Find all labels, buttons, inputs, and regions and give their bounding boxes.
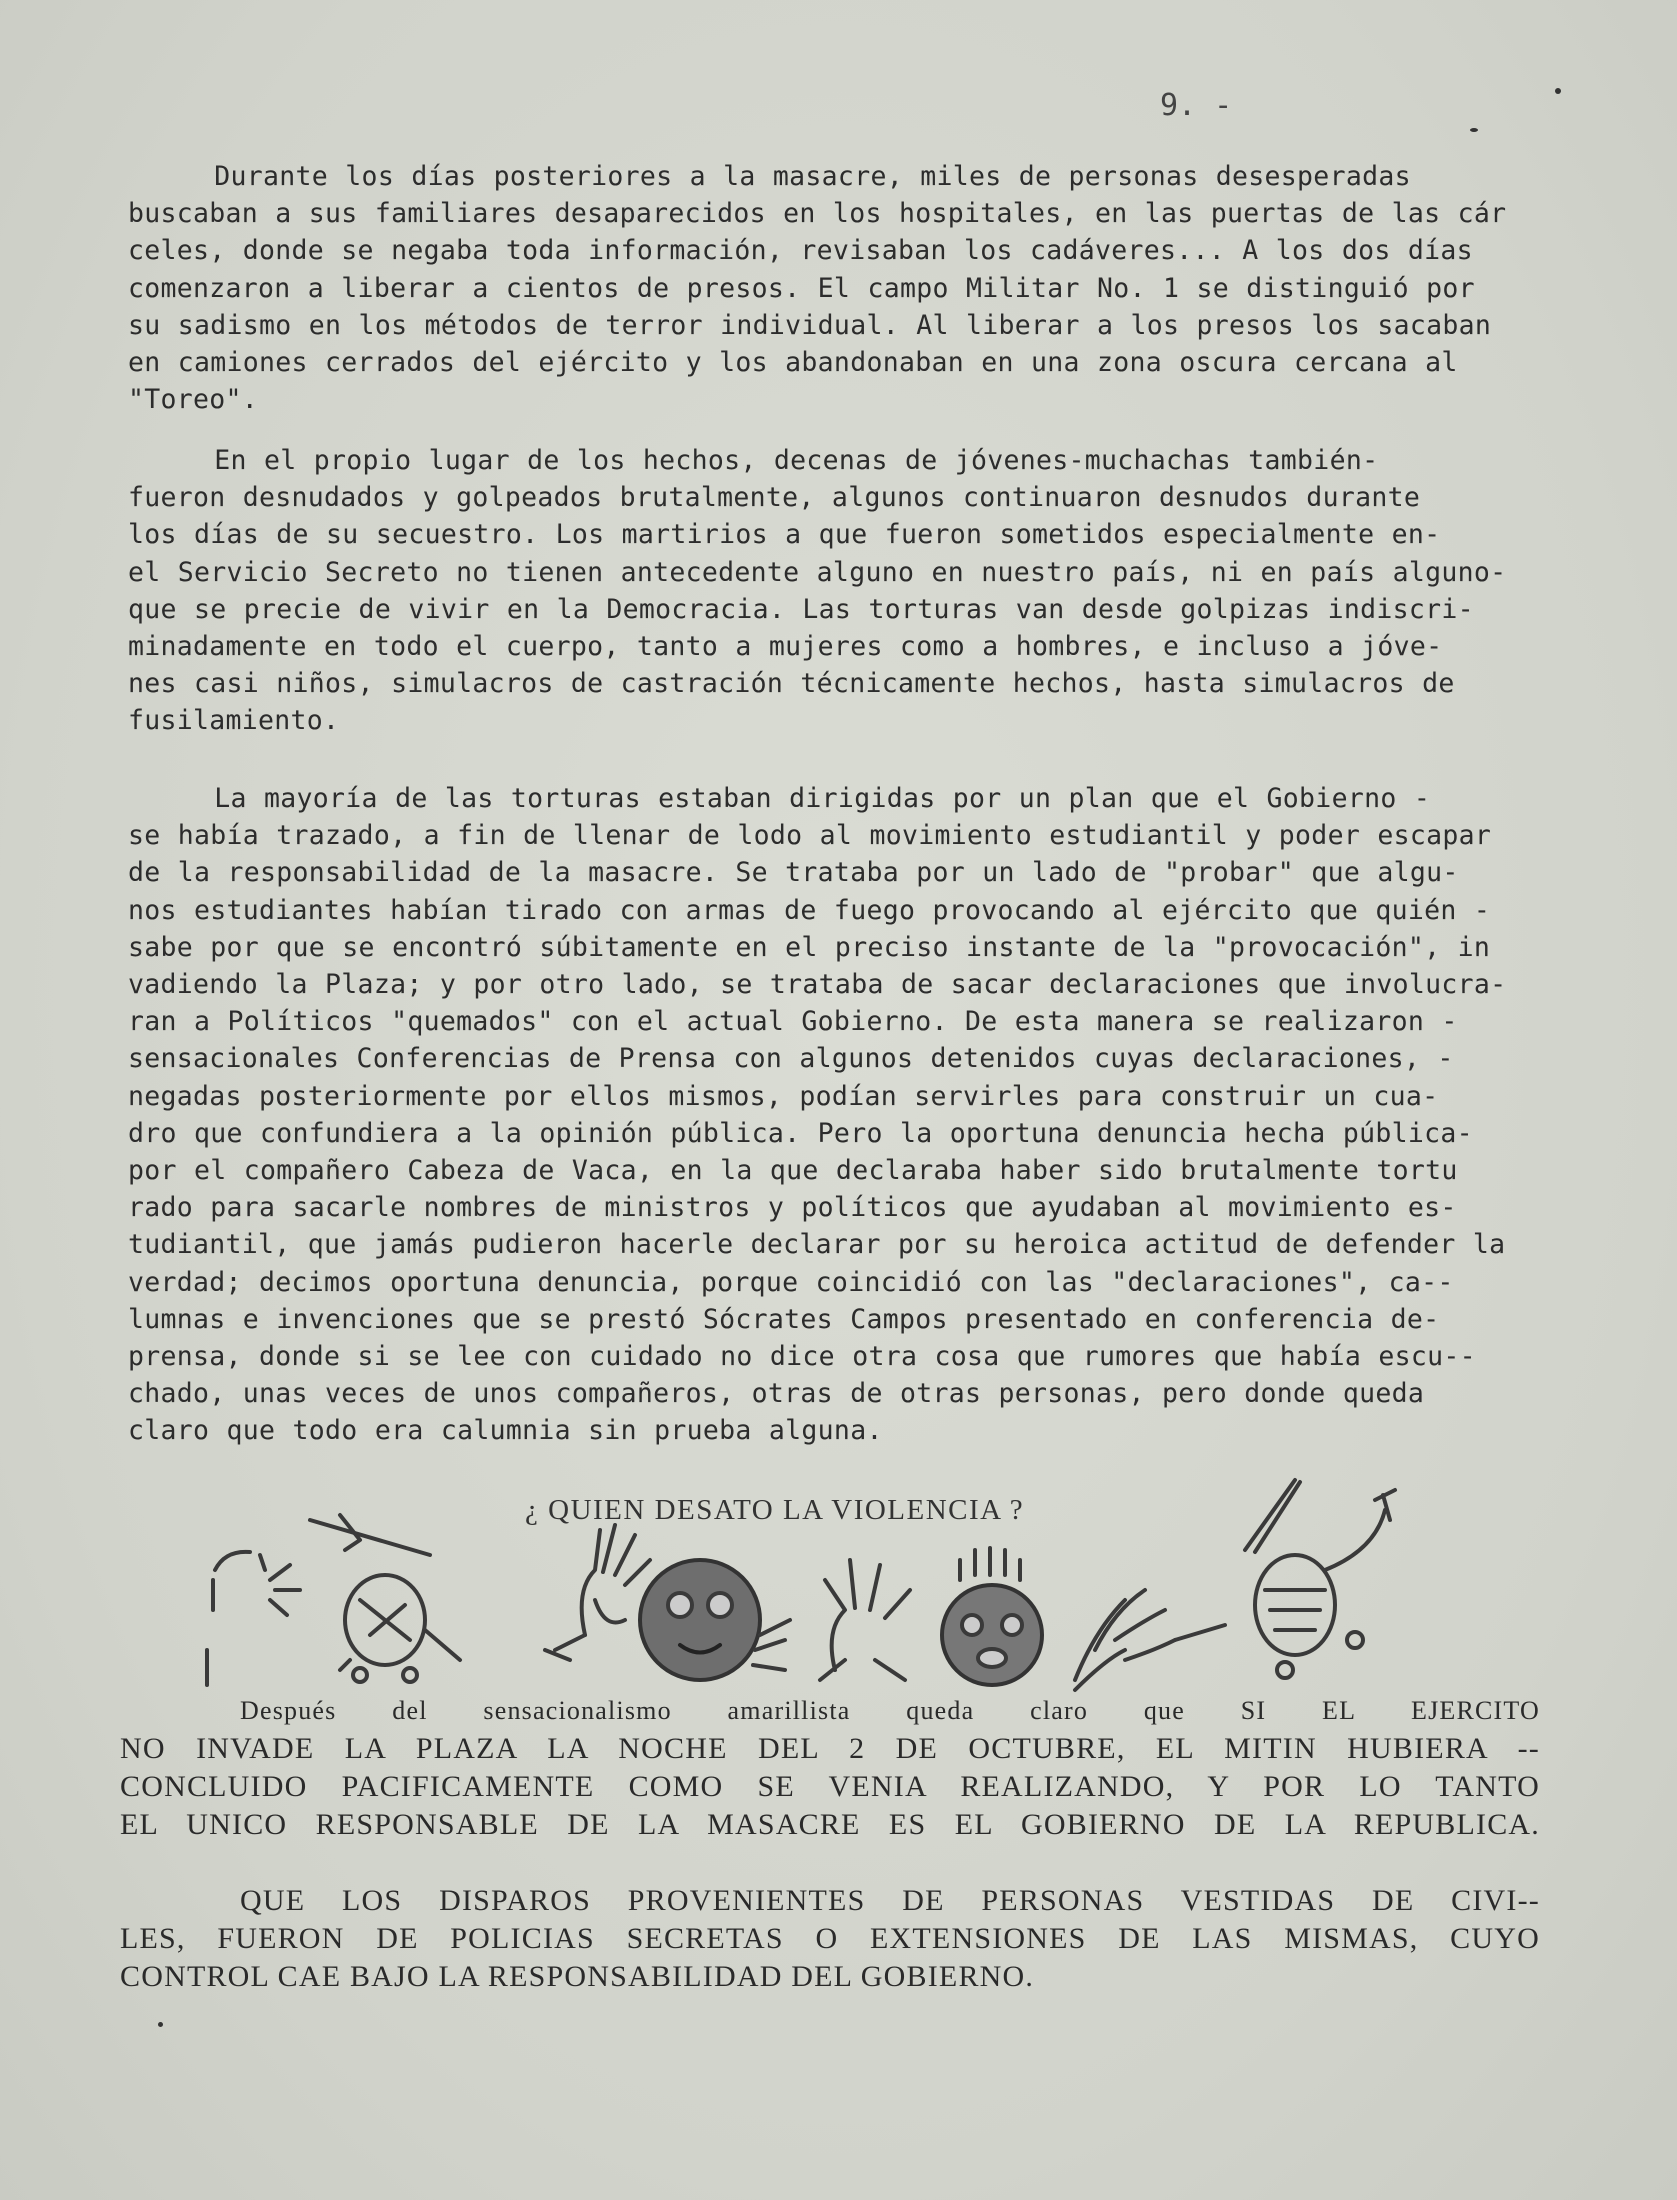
text-line: QUE LOS DISPAROS PROVENIENTES DE PERSONAS VESTIDAS DE CIVI-- (240, 1884, 1540, 1917)
text-line: buscaban a sus familiares desaparecidos en los hospitales, en las puertas de las cár (128, 198, 1507, 230)
text-line: LES, FUERON DE POLICIAS SECRETAS O EXTENSIONES DE LAS MISMAS, CUYO (120, 1922, 1540, 1955)
text-line: rado para sacarle nombres de ministros y políticos que ayudaban al movimiento es- (128, 1192, 1457, 1224)
text-line: celes, donde se negaba toda información, revisaban los cadáveres... A los dos días (128, 235, 1473, 267)
text-line: CONTROL CAE BAJO LA RESPONSABILIDAD DEL GOBIERNO. (120, 1960, 1035, 1993)
text-line: de la responsabilidad de la masacre. Se trataba por un lado de "probar" que algu- (128, 857, 1459, 889)
text-line: se había trazado, a fin de llenar de lodo al movimiento estudiantil y poder escapar (128, 820, 1492, 852)
hand-icon (545, 1525, 650, 1660)
ink-speck (1470, 128, 1478, 132)
text-line: verdad; decimos oportuna denuncia, porque coincidió con las "declaraciones", ca-- (128, 1266, 1454, 1298)
text-line: el Servicio Secreto no tienen antecedente alguno en nuestro país, ni en país alguno- (128, 556, 1507, 588)
text-line: por el compañero Cabeza de Vaca, en la que declaraba haber sido brutalmente tortu (128, 1155, 1458, 1187)
explosion-icon (207, 1552, 300, 1685)
ink-speck (1555, 88, 1561, 94)
text-line: lumnas e invenciones que se prestó Sócrates Campos presentado en conferencia de- (128, 1303, 1440, 1335)
text-line: sensacionales Conferencias de Prensa con algunos detenidos cuyas declaraciones, - (128, 1043, 1454, 1075)
text-line: los días de su secuestro. Los martirios a que fueron sometidos especialmente en- (128, 519, 1441, 551)
text-line: en camiones cerrados del ejército y los abandonaban en una zona oscura cercana al (128, 347, 1458, 379)
text-line: En el propio lugar de los hechos, decenas de jóvenes-muchachas también- (128, 445, 1379, 476)
text-line: sabe por que se encontró súbitamente en el preciso instante de la "provocación", in (128, 931, 1491, 963)
conclusion-paragraph-1 (120, 1692, 1540, 1844)
text-line: CONCLUIDO PACIFICAMENTE COMO SE VENIA REALIZANDO, Y POR LO TANTO (120, 1770, 1540, 1803)
text-line: chado, unas veces de unos compañeros, otras de otras personas, pero donde queda (128, 1378, 1425, 1410)
text-line: ran a Políticos "quemados" con el actual Gobierno. De esta manera se realizaron - (128, 1006, 1458, 1038)
ink-speck (158, 2022, 163, 2027)
text-line: fusilamiento. (128, 705, 340, 737)
text-line: fueron desnudados y golpeados brutalmente, algunos continuaron desnudos durante (128, 482, 1421, 514)
paragraph-3 (128, 780, 1528, 1450)
paragraph-2 (128, 442, 1528, 740)
text-line: minadamente en todo el cuerpo, tanto a mujeres como a hombres, e incluso a jóve- (128, 631, 1443, 663)
text-line: prensa, donde si se lee con cuidado no dice otra cosa que rumores que había escu-- (128, 1341, 1476, 1373)
text-line: claro que todo era calumnia sin prueba alguna. (128, 1415, 883, 1447)
text-line: tudiantil, que jamás pudieron hacerle declarar por su heroica actitud de defender la (128, 1229, 1506, 1261)
face-icon (942, 1548, 1042, 1685)
face-icon (640, 1560, 790, 1680)
text-line: Después del sensacionalismo amarillista queda claro que SI EL EJERCITO (240, 1696, 1540, 1725)
text-line: que se precie de vivir en la Democracia. Las torturas van desde golpizas indiscri- (128, 593, 1474, 625)
text-line: dro que confundiera a la opinión pública. Pero la oportuna denuncia hecha pública- (128, 1117, 1473, 1149)
text-line: su sadismo en los métodos de terror individual. Al liberar a los presos los sacaban (128, 309, 1492, 341)
protest-doodle-illustration (195, 1470, 1455, 1700)
text-line: vadiendo la Plaza; y por otro lado, se trataba de sacar declaraciones que involucra- (128, 969, 1507, 1001)
text-line: nos estudiantes habían tirado con armas de fuego provocando al ejército que quién - (128, 894, 1491, 926)
page-number: 9. - (1160, 88, 1233, 123)
helicopter-icon (310, 1515, 460, 1682)
text-line: Durante los días posteriores a la masacre, miles de personas desesperadas (128, 161, 1411, 192)
text-line: EL UNICO RESPONSABLE DE LA MASACRE ES EL GOBIERNO DE LA REPUBLICA. (120, 1808, 1540, 1841)
hand-icon (820, 1560, 910, 1680)
conclusion-paragraph-2 (120, 1882, 1540, 1996)
text-line: negadas posteriormente por ellos mismos, podían servirles para construir un cua- (128, 1080, 1439, 1112)
text-line: nes casi niños, simulacros de castración técnicamente hechos, hasta simulacros de (128, 668, 1455, 700)
hand-icon (1075, 1590, 1225, 1690)
text-line: NO INVADE LA PLAZA LA NOCHE DEL 2 DE OCTUBRE, EL MITIN HUBIERA -- (120, 1732, 1540, 1765)
helicopter-icon (1245, 1480, 1395, 1678)
paragraph-1 (128, 158, 1528, 418)
text-line: comenzaron a liberar a cientos de presos. El campo Militar No. 1 se distinguió por (128, 272, 1475, 304)
section-heading: ¿ QUIEN DESATO LA VIOLENCIA ? (525, 1494, 1025, 1526)
text-line: La mayoría de las torturas estaban dirigidas por un plan que el Gobierno - (128, 783, 1431, 814)
text-line: "Toreo". (128, 384, 259, 416)
